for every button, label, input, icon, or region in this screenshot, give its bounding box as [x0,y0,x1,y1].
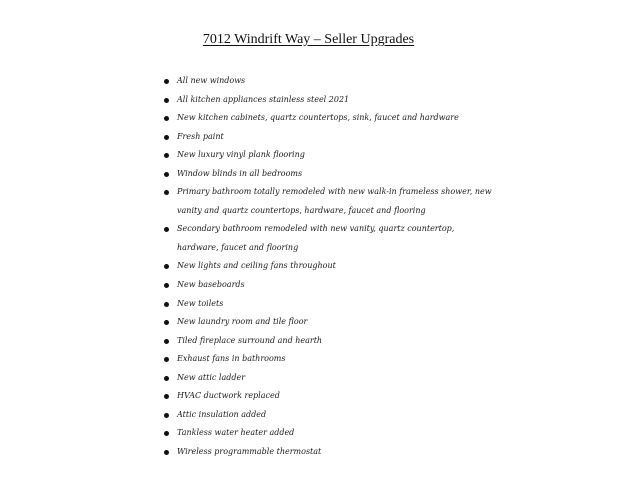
bullet-icon [164,264,169,269]
list-item [0,295,497,314]
list-item [0,109,497,128]
bullet-icon [164,413,169,418]
list-item [0,443,497,462]
bullet-icon [164,394,169,399]
list-item-text: Fresh paint [177,131,224,141]
bullet-icon [164,357,169,362]
bullet-icon [164,376,169,381]
bullet-icon [164,98,169,103]
list-item [0,276,497,295]
list-item-text: Tiled fireplace surround and hearth [177,335,323,345]
bullet-icon [164,153,169,158]
list-item-text: New baseboards [177,280,245,290]
list-item [0,220,497,257]
list-item [0,91,497,110]
list-item-text: Exhaust fans in bathrooms [177,354,286,364]
bullet-icon [164,79,169,84]
bullet-icon [164,190,169,195]
list-item-text: Tankless water heater added [177,428,295,438]
list-item-text: New lights and ceiling fans throughout [177,261,336,271]
list-item [0,332,497,351]
bullet-icon [164,431,169,436]
list-item-text: Primary bathroom totally remodeled with new walk-in frameless shower, new vanity and quartz countertops, hardware, faucet and flooring [177,187,492,215]
list-item-text: Attic insulation added [177,409,267,419]
bullet-icon [164,227,169,232]
bullet-icon [164,116,169,121]
list-item-text: Secondary bathroom remodeled with new vanity, quartz countertop, hardware, faucet and flooring [177,224,455,252]
document-title: 7012 Windrift Way – Seller Upgrades [202,32,415,47]
list-item-text: Wireless programmable thermostat [177,446,322,456]
list-item-text: New kitchen cabinets, quartz countertops, sink, faucet and hardware [177,113,459,123]
bullet-icon [164,320,169,325]
list-item-text: New toilets [177,298,224,308]
bullet-icon [164,283,169,288]
list-item-text: All kitchen appliances stainless steel 2021 [177,94,350,104]
bullet-icon [164,172,169,177]
upgrade-list [0,72,497,461]
list-item [0,183,497,220]
list-item [0,165,497,184]
bullet-icon [164,302,169,307]
list-item [0,146,497,165]
bullet-icon [164,339,169,344]
list-item-text: New luxury vinyl plank flooring [177,150,305,160]
list-item-text: All new windows [177,76,246,85]
list-item [0,369,497,388]
list-item [0,313,497,332]
bullet-icon [164,135,169,140]
list-item [0,257,497,276]
list-item-text: HVAC ductwork replaced [177,391,280,401]
list-item-text: Window blinds in all bedrooms [177,168,303,178]
bullet-icon [164,450,169,455]
list-item [0,72,497,91]
list-item [0,350,497,369]
list-item [0,128,497,147]
list-item [0,387,497,406]
list-item [0,424,497,443]
list-item [0,406,497,425]
list-item-text: New laundry room and tile floor [177,317,308,327]
list-item-text: New attic ladder [177,372,246,382]
